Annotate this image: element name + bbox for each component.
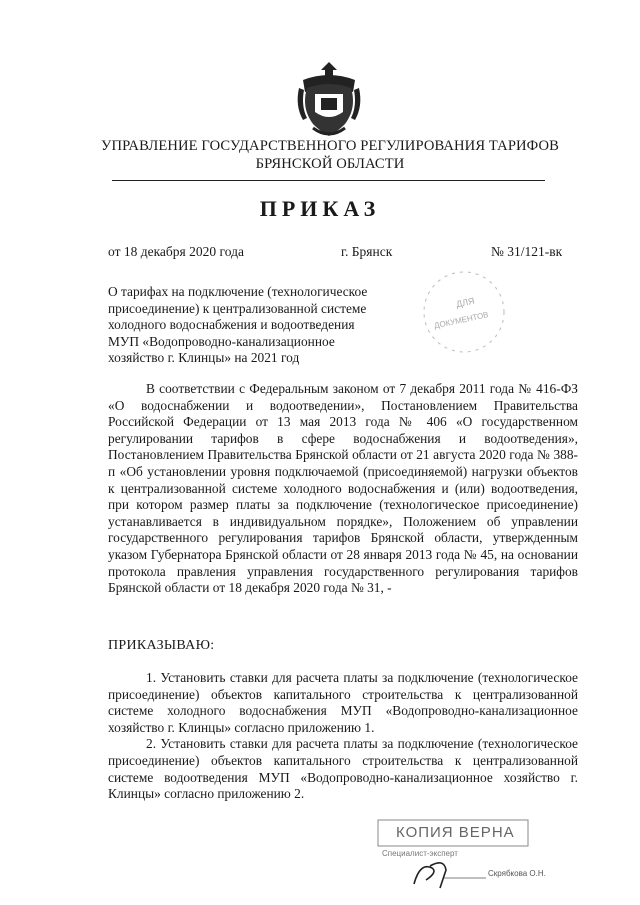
order-item: 1. Установить ставки для расчета платы за подключение (технологическое присоединение) объектов капитального строительства к централизованной системе холодного водоснабжения МУП «Водопроводно-канализационное хозяйство г. Клинцы» согласно приложению 1. [108,670,578,735]
subject-line: МУП «Водопроводно-канализационное [108,333,335,349]
subject-line: хозяйство г. Клинцы» на 2021 год [108,350,300,366]
stamp-role-text: Специалист-эксперт [382,849,458,858]
preamble-text: В соответствии с Федеральным законом от 7 декабря 2011 года № 416-ФЗ «О водоснабжении и водоотведении», Постановлением Правительства Российской Федерации от 13 мая 2013 года № 406 «О государственном регулировании тарифов в сфере водоснабжения и водоотведения», Постановлением Правительства Брянской области от 21 августа 2020 года № 388-п «Об установлении уровня подключаемой (присоединяемой) нагрузки объектов к централизованной системе холодного водоснабжения и (или) водоотведения, при котором размер платы за подключение (технологическое присоединение) устанавливается в индивидуальном порядке», Положением об управлении государственного регулирования тарифов Брянской области, утвержденным указом Губернатора Брянской области от 28 января 2013 года № 45, на основании протокола правления управления государственного регулирования тарифов Брянской области от 18 декабря 2020 года № 31, - [108,381,578,596]
document-subject [108,284,408,367]
document-number: № 31/121-вк [491,244,563,259]
header-divider [112,180,545,181]
stamp-copy-text: КОПИЯ ВЕРНА [396,824,515,841]
stamp-signer: Скрябкова О.Н. [488,869,546,878]
subject-line: присоединение) к централизованной системе [108,300,367,316]
order-word: ПРИКАЗЫВАЮ: [108,638,215,653]
document-date: от 18 декабря 2020 года [108,244,244,259]
preamble [108,381,578,597]
copy-verified-stamp [374,818,554,890]
signature-mark [414,863,446,888]
document-title: ПРИКАЗ [259,196,381,221]
order-items [108,670,578,803]
subject-line: О тарифах на подключение (технологическое [108,284,368,299]
document-city: г. Брянск [341,244,393,259]
authority-name-line1: УПРАВЛЕНИЕ ГОСУДАРСТВЕННОГО РЕГУЛИРОВАНИЯ ТАРИФОВ [101,138,559,154]
authority-name-line2: БРЯНСКОЙ ОБЛАСТИ [255,156,405,172]
order-item: 2. Установить ставки для расчета платы за подключение (технологическое присоединение) объектов капитального строительства к централизованной системе водоотведения МУП «Водопроводно-канализационное хозяйство г. Клинцы» согласно приложению 2. [108,736,578,802]
faint-stamp-text1: ДЛЯ [455,295,476,310]
faint-registration-stamp [418,266,510,358]
subject-line: холодного водоснабжения и водоотведения [108,317,355,333]
coat-of-arms-emblem [293,58,365,140]
faint-stamp-text2: ДОКУМЕНТОВ [433,310,490,331]
